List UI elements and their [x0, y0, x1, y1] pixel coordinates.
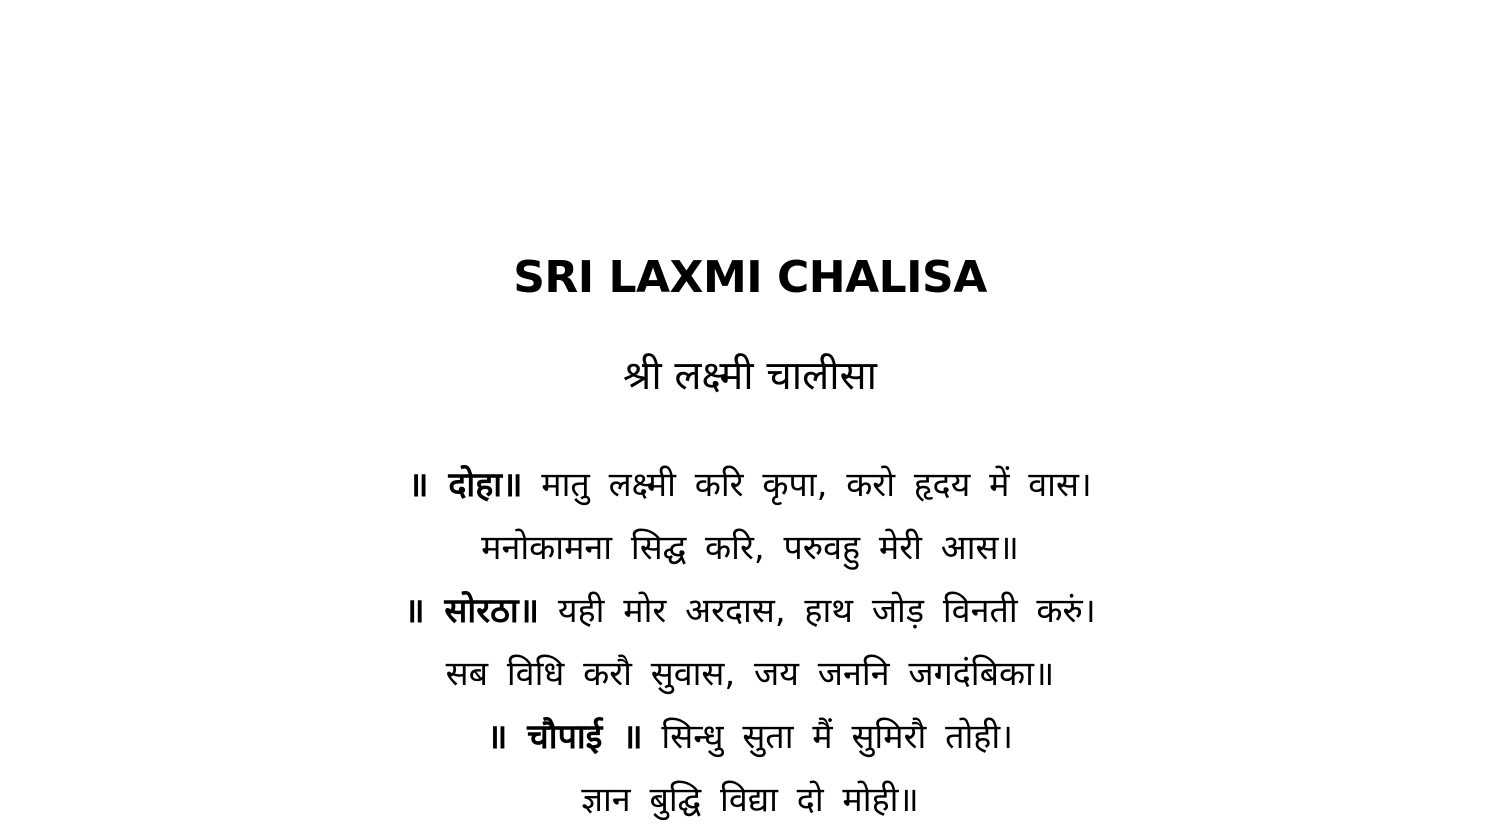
verse-line [0, 709, 1500, 772]
doha-label: ॥ दोहा॥ [408, 465, 523, 505]
sortha-label: ॥ सोरठा॥ [404, 591, 540, 631]
verse-text: मातु लक्ष्मी करि कृपा, करो हृदय में वास। [522, 465, 1092, 505]
verse-text: सिन्धु सुता मैं सुमिरौ तोही। [642, 717, 1014, 757]
document-title: SRI LAXMI CHALISA [513, 252, 987, 303]
verse-text: ज्ञान बुद्घि विद्या दो मोही॥ [581, 780, 919, 820]
verse-line [0, 583, 1500, 646]
verse-block [0, 457, 1500, 835]
verse-line [0, 646, 1500, 709]
verse-text: सब विधि करौ सुवास, जय जननि जगदंबिका॥ [445, 654, 1055, 694]
verse-line [0, 772, 1500, 835]
verse-line [0, 457, 1500, 520]
chaupai-label: ॥ चौपाई ॥ [486, 717, 643, 757]
verse-text: मनोकामना सिद्घ करि, परुवहु मेरी आस॥ [481, 528, 1019, 568]
document-subtitle: श्री लक्ष्मी चालीसा [623, 353, 877, 399]
verse-text: यही मोर अरदास, हाथ जोड़ विनती करुं। [539, 591, 1096, 631]
verse-line [0, 520, 1500, 583]
